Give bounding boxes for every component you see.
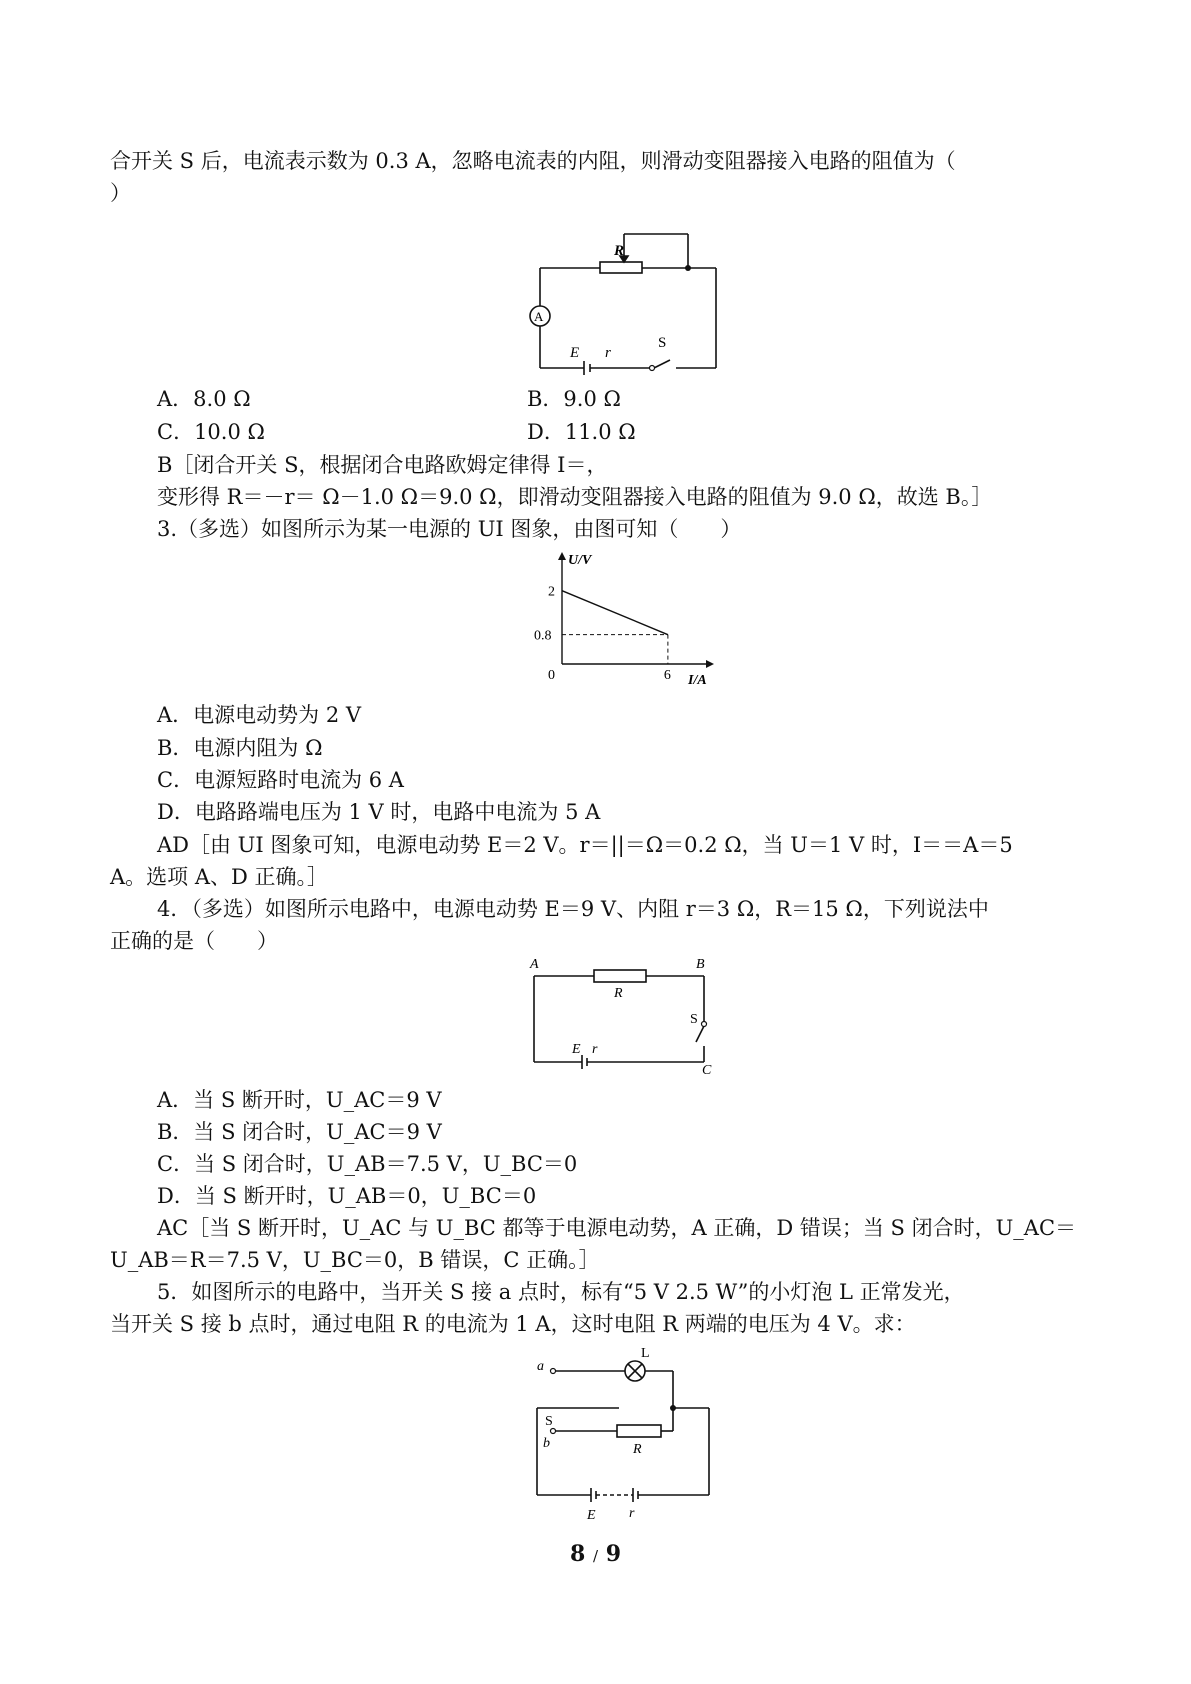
q4-answer-line2: U_AB＝R＝7.5 V，U_BC＝0，B 错误，C 正确。］ [110, 1248, 600, 1272]
fig4-label-S: S [690, 1012, 698, 1027]
q3-answer-line2: A。选项 A、D 正确。］ [110, 865, 329, 889]
q3-option-d: D．电路路端电压为 1 V 时，电路中电流为 5 A [157, 800, 601, 824]
fig5-label-b: b [543, 1436, 550, 1451]
q2-stem-line2: ） [110, 181, 131, 205]
q4-circuit-figure [530, 957, 720, 1078]
q4-option-a: A．当 S 断开时，U_AC＝9 V [157, 1088, 442, 1112]
fig4-label-B: B [696, 957, 705, 972]
q4-option-d: D．当 S 断开时，U_AB＝0，U_BC＝0 [157, 1184, 537, 1208]
chart-series-line [562, 591, 668, 635]
fig5-label-L: L [641, 1346, 650, 1361]
q2-circuit-figure [534, 228, 718, 373]
q2-stem-line1: 合开关 S 后，电流表示数为 0.3 A，忽略电流表的内阻，则滑动变阻器接入电路的阻值为（ [110, 149, 956, 173]
q4-option-c: C．当 S 闭合时，U_AB＝7.5 V，U_BC＝0 [157, 1152, 578, 1176]
page-separator: / [592, 1547, 599, 1565]
q5-stem-line1: 5．如图所示的电路中，当开关 S 接 a 点时，标有“5 V 2.5 W”的小灯泡 L 正常发光， [157, 1280, 965, 1304]
fig5-label-r: r [629, 1506, 635, 1521]
fig5-label-R: R [633, 1442, 642, 1457]
chart-y-label: U/V [568, 553, 592, 568]
q5-stem-line2: 当开关 S 接 b 点时，通过电阻 R 的电流为 1 A，这时电阻 R 两端的电压为 4 V。求： [110, 1312, 916, 1336]
chart-x-tick-6: 6 [663, 668, 671, 683]
fig4-label-A: A [530, 957, 539, 972]
chart-y-arrow [558, 552, 566, 560]
q2-option-a: A．8.0 Ω [157, 387, 251, 411]
chart-y-tick-0-8: 0.8 [534, 628, 552, 644]
fig1-label-A: A [534, 309, 544, 324]
q2-option-d: D．11.0 Ω [527, 420, 636, 444]
q3-answer-line1: AD［由 UI 图象可知，电源电动势 E＝2 V。r＝||＝Ω＝0.2 Ω，当 U＝1 V 时，I＝＝A＝5 [157, 833, 1013, 857]
q3-ui-chart [528, 548, 718, 688]
page-current: 8 [569, 1541, 586, 1567]
q3-option-c: C．电源短路时电流为 6 A [157, 768, 404, 792]
fig1-label-E: E [570, 345, 580, 361]
fig1-label-S: S [658, 335, 667, 351]
fig1-label-r: r [605, 345, 611, 361]
fig4-label-C: C [702, 1063, 712, 1078]
fig5-label-E: E [587, 1508, 596, 1523]
q4-stem-line2: 正确的是（ ） [110, 929, 278, 953]
q2-answer-line2: 变形得 R＝－r＝ Ω－1.0 Ω＝9.0 Ω，即滑动变阻器接入电路的阻值为 9.0 Ω，故选 B。］ [157, 485, 993, 509]
q4-stem-line1: 4．（多选）如图所示电路中，电源电动势 E＝9 V、内阻 r＝3 Ω，R＝15 Ω，下列说法中 [157, 897, 989, 921]
q2-option-c: C．10.0 Ω [157, 420, 265, 444]
q2-option-b: B．9.0 Ω [527, 387, 621, 411]
q4-option-b: B．当 S 闭合时，U_AC＝9 V [157, 1120, 442, 1144]
chart-x-arrow [706, 660, 714, 668]
fig5-label-S: S [545, 1414, 553, 1429]
fig5-label-a: a [537, 1359, 544, 1374]
chart-x-label: I/A [688, 673, 707, 688]
fig4-label-r: r [592, 1042, 598, 1057]
q3-option-a: A．电源电动势为 2 V [157, 703, 362, 727]
q3-option-b: B．电源内阻为 Ω [157, 736, 323, 760]
fig4-label-E: E [572, 1042, 581, 1057]
page-total: 9 [605, 1541, 622, 1567]
q2-answer-line1: B［闭合开关 S，根据闭合电路欧姆定律得 I＝， [157, 453, 608, 477]
chart-y-tick-2: 2 [548, 584, 555, 600]
fig4-label-R: R [614, 986, 623, 1001]
q3-stem: 3.（多选）如图所示为某一电源的 UI 图象，由图可知（ ） [157, 517, 742, 541]
chart-origin-label: 0 [548, 668, 555, 683]
q5-circuit-figure [533, 1345, 718, 1525]
page-number [0, 1541, 1191, 1567]
fig1-label-R: R [614, 243, 625, 259]
q4-answer-line1: AC［当 S 断开时，U_AC 与 U_BC 都等于电源电动势，A 正确，D 错误；当 S 闭合时，U_AC＝ [157, 1216, 1077, 1240]
